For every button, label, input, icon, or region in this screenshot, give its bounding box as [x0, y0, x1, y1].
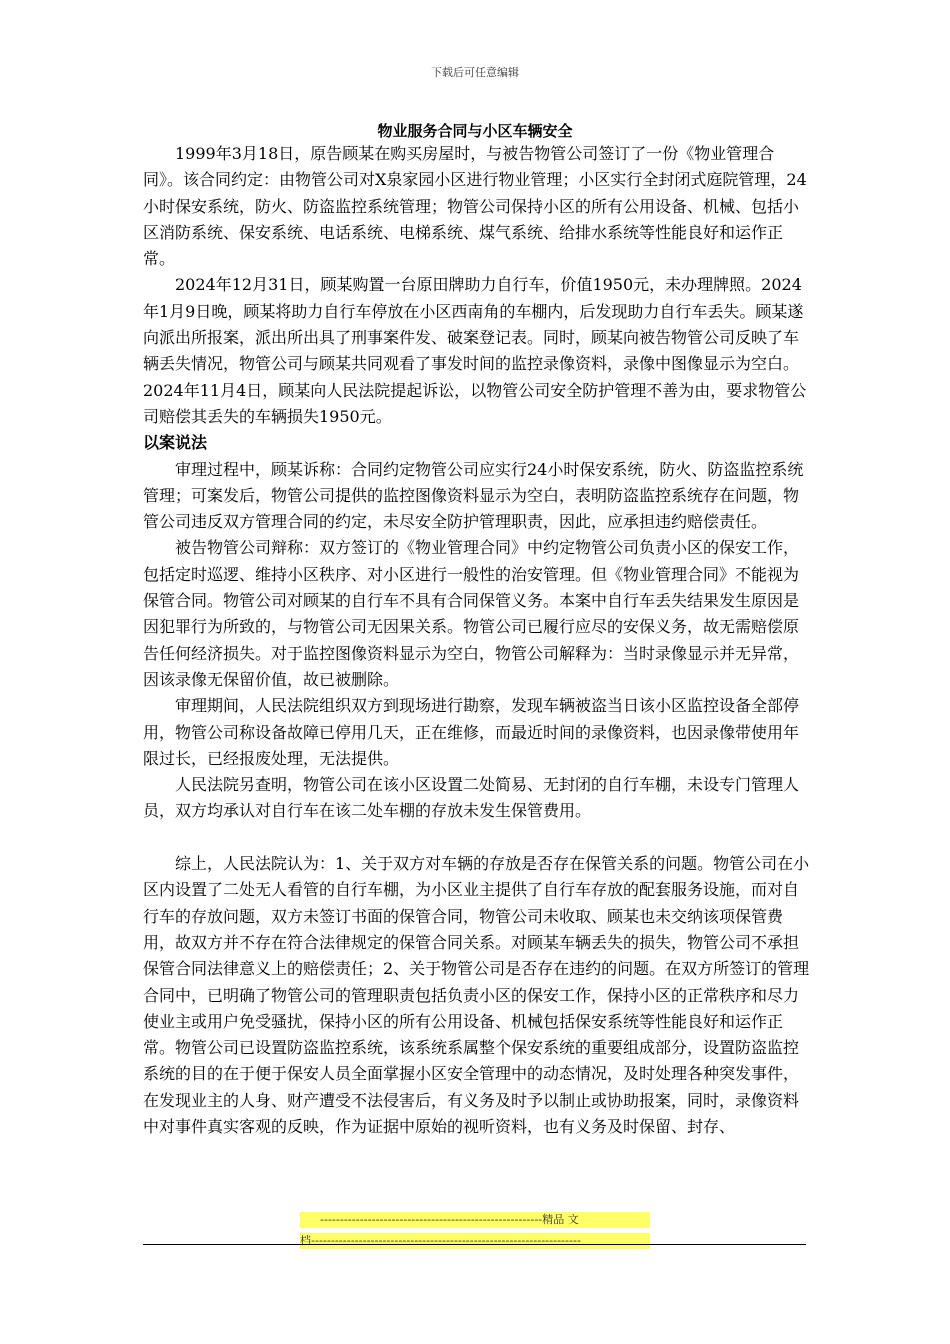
paragraph-investigation: 审理期间，人民法院组织双方到现场进行勘察，发现车辆被盗当日该小区监控设备全部停用，物管公司称设备故障已停用几天，正在维修，而最近时间的录像资料，也因录像带使用年限过长，已经报废处理，无法提供。 — [143, 696, 800, 768]
footer-divider — [143, 1244, 806, 1245]
footer-line-1: --------------------------------------------------------精品 文 — [300, 1212, 650, 1228]
paragraph-defendant-reply: 被告物管公司辩称：双方签订的《物业管理合同》中约定物管公司负责小区的保安工作，包括定时巡逻、维持小区秩序、对小区进行一般性的治安管理。但《物业管理合同》不能视为保管合同。物管公司对顾某的自行车不具有合同保管义务。本案中自行车丢失结果发生原因是因犯罪行为所致的，与物管公司无因果关系。物管公司已履行应尽的安保义务，故无需赔偿原告任何经济损失。对于监控图像资料显示为空白，物管公司解释为：当时录像显示并无异常，因该录像无保留价值，故已被删除。 — [143, 538, 800, 689]
paragraph-facts: 2024年12月31日，顾某购置一台原田牌助力自行车，价值1950元，未办理牌照。2024年1月9日晚，顾某将助力自行车停放在小区西南角的车棚内，后发现助力自行车丢失。顾某遂向派出所报案，派出所出具了刑事案件发、破案登记表。同时，顾某向被告物管公司反映了车辆丢失情况，物管公司与顾某共同观看了事发时间的监控录像资料，录像中图像显示为空白。2024年11月4日，顾某向人民法院提起诉讼，以物管公司安全防护管理不善为由，要求物管公司赔偿其丢失的车辆损失1950元。 — [143, 275, 807, 426]
page-header-note: 下载后可任意编辑 — [431, 66, 519, 79]
paragraph-findings: 人民法院另查明，物管公司在该小区设置二处简易、无封闭的自行车棚，未设专门管理人员，双方均承认对自行车在该二处车棚的存放未发生保管费用。 — [143, 775, 800, 821]
document-title: 物业服务合同与小区车辆安全 — [377, 122, 573, 140]
section-heading: 以案说法 — [143, 433, 208, 453]
document-body — [143, 141, 811, 1140]
paragraph-court-opinion: 综上，人民法院认为：1、关于双方对车辆的存放是否存在保管关系的问题。物管公司在小区内设置了二处无人看管的自行车棚，为小区业主提供了自行车存放的配套服务设施，而对自行车的存放问题，双方未签订书面的保管合同，物管公司未收取、顾某也未交纳该项保管费用，故双方并不存在符合法律规定的保管合同关系。对顾某车辆丢失的损失，物管公司不承担保管合同法律意义上的赔偿责任；2、关于物管公司是否存在违约的问题。在双方所签订的管理合同中，已明确了物管公司的管理职责包括负责小区的保安工作，保持小区的正常秩序和尽力使业主或用户免受骚扰，保持小区的所有公用设备、机械包括保安系统等性能良好和运作正常。物管公司已设置防盗监控系统，该系统系属整个保安系统的重要组成部分，设置防盗监控系统的目的在于便于保安人员全面掌握小区安全管理中的动态情况，及时处理各种突发事件，在发现业主的人身、财产遭受不法侵害后，有义务及时予以制止或协助报案，同时，录像资料中对事件真实客观的反映，作为证据中原始的视听资料，也有义务及时保留、封存、 — [143, 854, 810, 1136]
paragraph-plaintiff-claim: 审理过程中，顾某诉称：合同约定物管公司应实行24小时保安系统，防火、防盗监控系统管理；可案发后，物管公司提供的监控图像资料显示为空白，表明防盗监控系统存在问题，物管公司违反双方管理合同的约定，未尽安全防护管理职责，因此，应承担违约赔偿责任。 — [143, 459, 804, 532]
paragraph-background: 1999年3月18日，原告顾某在购买房屋时，与被告物管公司签订了一份《物业管理合同》。该合同约定：由物管公司对X泉家园小区进行物业管理；小区实行全封闭式庭院管理，24小时保安系统，防火、防盗监控系统管理；物管公司保持小区的所有公用设备、机械、包括小区消防系统、保安系统、电话系统、电梯系统、煤气系统、给排水系统等性能良好和运作正常。 — [143, 144, 807, 269]
footer-watermark — [300, 1212, 650, 1254]
blank-line — [143, 825, 811, 851]
footer-line-2: 档-------------------------------------------------------------------- — [300, 1233, 650, 1249]
